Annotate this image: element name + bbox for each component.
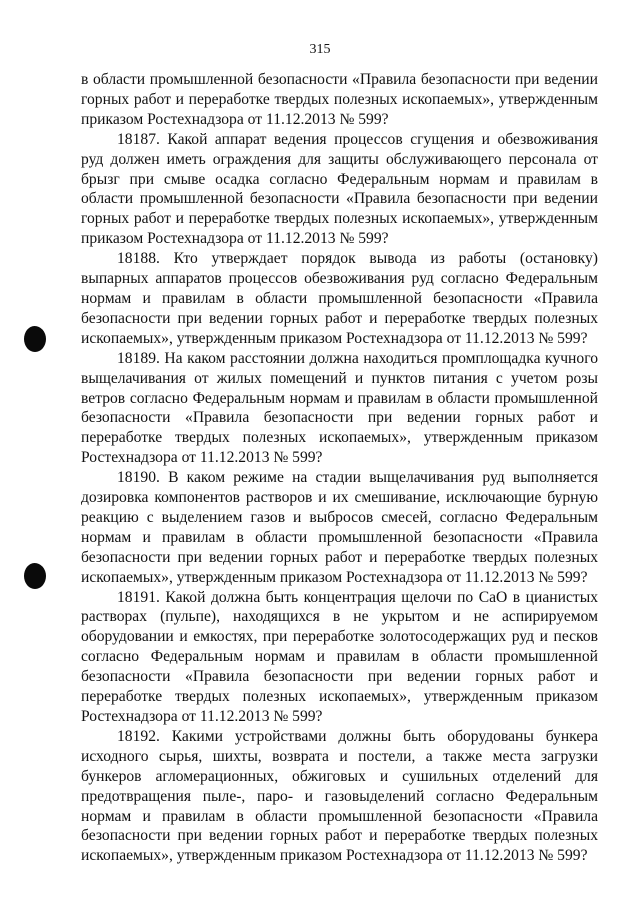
document-body	[81, 70, 598, 866]
question-18190: 18190. В каком режиме на стадии выщелачивания руд выполняется дозировка компонентов растворов и их смешивание, исключающие бурную реакцию с выделением газов и выбросов смесей, согласно Федеральным нормам и правилам в области промышленной безопасности «Правила безопасности при ведении горных работ и переработке твердых полезных ископаемых», утвержденным приказом Ростехнадзора от 11.12.2013 № 599?	[81, 469, 598, 586]
question-18189: 18189. На каком расстоянии должна находиться промплощадка кучного выщелачивания от жилых помещений и пунктов питания с учетом розы ветров согласно Федеральным нормам и правилам в области промышленной безопасности «Правила безопасности при ведении горных работ и переработке твердых полезных ископаемых», утвержденным приказом Ростехнадзора от 11.12.2013 № 599?	[81, 349, 598, 467]
question-18192: 18192. Какими устройствами должны быть оборудованы бункера исходного сырья, шихты, возврата и постели, а также места загрузки бункеров агломерационных, обжиговых и сушильных отделений для предотвращения пыле-, паро- и газовыделений согласно Федеральным нормам и правилам в области промышленной безопасности «Правила безопасности при ведении горных работ и переработке твердых полезных ископаемых», утвержденным приказом Ростехнадзора от 11.12.2013 № 599?	[81, 727, 598, 865]
question-18191: 18191. Какой должна быть концентрация щелочи по CaO в цианистых растворах (пульпе), находящихся в не укрытом и не аспирируемом оборудовании и емкостях, при переработке золотосодержащих руд и песков согласно Федеральным нормам и правилам в области промышленной безопасности «Правила безопасности при ведении горных работ и переработке твердых полезных ископаемых», утвержденным приказом Ростехнадзора от 11.12.2013 № 599?	[81, 588, 598, 725]
question-18188: 18188. Кто утверждает порядок вывода из работы (остановку) выпарных аппаратов процессов обезвоживания руд согласно Федеральным нормам и правилам в области промышленной безопасности «Правила безопасности при ведении горных работ и переработке твердых полезных ископаемых», утвержденным приказом Ростехнадзора от 11.12.2013 № 599?	[81, 250, 598, 347]
binder-hole-mark	[24, 563, 46, 589]
page-number: 315	[309, 42, 331, 57]
question-18187: 18187. Какой аппарат ведения процессов сгущения и обезвоживания руд должен иметь ограждения для защиты обслуживающего персонала от брызг при смыве осадка согласно Федеральным нормам и правилам в области промышленной безопасности «Правила безопасности при ведении горных работ и переработке твердых полезных ископаемых», утвержденным приказом Ростехнадзора от 11.12.2013 № 599?	[81, 130, 598, 248]
paragraph-continuation: в области промышленной безопасности «Правила безопасности при ведении горных работ и переработке твердых полезных ископаемых», утвержденным приказом Ростехнадзора от 11.12.2013 № 599?	[81, 71, 598, 128]
binder-hole-mark	[24, 326, 46, 352]
